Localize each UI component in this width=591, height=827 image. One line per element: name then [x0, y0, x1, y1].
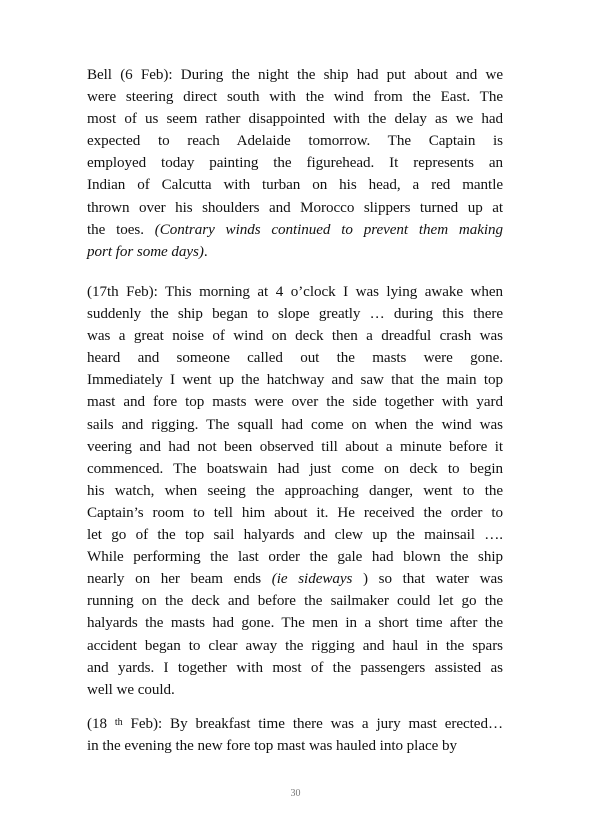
text-line — [87, 502, 503, 524]
text-run: and yards. I together with most of the passengers assisted as — [87, 659, 503, 676]
text-line — [87, 657, 503, 679]
text-run: veering and had not been observed till about a minute before it — [87, 438, 503, 455]
text-run: Feb): By breakfast time there was a jury mast erected… — [122, 716, 503, 732]
paragraph-18th-feb — [87, 713, 503, 757]
text-line — [87, 391, 503, 413]
text-run: ) so that water was — [352, 571, 503, 588]
text-run: commenced. The boatswain had just come on deck to begin — [87, 460, 503, 477]
text-run: were steering direct south with the wind from the East. The — [87, 89, 503, 106]
text-run: well we could. — [87, 681, 175, 698]
text-run: accident began to clear away the rigging and haul in the spars — [87, 637, 503, 654]
text-line — [87, 130, 503, 152]
text-line — [87, 480, 503, 502]
text-run: nearly on her beam ends — [87, 571, 272, 588]
text-run: was a great noise of wind on deck then a dreadful crash was — [87, 328, 503, 345]
text-line — [87, 64, 503, 86]
text-line — [87, 86, 503, 108]
superscript-text: th — [114, 717, 123, 728]
text-run: (17th Feb): This morning at 4 o’clock I was lying awake when — [87, 284, 503, 300]
text-line — [87, 735, 503, 757]
text-run: the toes. — [87, 221, 155, 238]
text-line — [87, 197, 503, 219]
italic-text-run: (ie sideways — [271, 571, 353, 588]
text-run: Indian of Calcutta with turban on his head, a red mantle — [87, 177, 503, 194]
text-line — [87, 590, 503, 612]
text-run: expected to reach Adelaide tomorrow. The Captain is — [87, 133, 503, 150]
text-line — [87, 325, 503, 347]
text-run: Captain’s room to tell him about it. He received the order to — [87, 504, 503, 521]
text-line — [87, 458, 503, 480]
text-run: (18 — [87, 716, 115, 732]
text-run: . — [203, 243, 208, 260]
text-run: heard and someone called out the masts were gone. — [87, 350, 503, 367]
page-number: 30 — [290, 788, 301, 799]
text-run: mast and fore top masts were over the side together with yard — [87, 394, 503, 411]
text-line — [87, 108, 503, 130]
text-line — [87, 546, 503, 568]
text-run: Immediately I went up the hatchway and saw that the main top — [87, 372, 503, 389]
text-line — [87, 414, 503, 436]
text-line — [87, 612, 503, 634]
text-line — [87, 152, 503, 174]
text-run: employed today painting the figurehead. It represents an — [87, 155, 503, 172]
text-line — [87, 241, 503, 263]
text-line — [87, 303, 503, 325]
italic-text-run: (Contrary winds continued to prevent them making — [154, 221, 504, 238]
text-line — [87, 347, 503, 369]
text-run: his watch, when seeing the approaching danger, went to the — [87, 482, 503, 499]
text-run: in the evening the new fore top mast was hauled into place by — [87, 738, 457, 755]
text-run: Bell (6 Feb): During the night the ship had put about and we — [87, 67, 503, 83]
text-line — [87, 369, 503, 391]
text-line — [87, 174, 503, 196]
text-line — [87, 635, 503, 657]
text-run: suddenly the ship began to slope greatly … during this there — [87, 306, 503, 323]
text-line — [87, 679, 503, 701]
text-line — [87, 713, 503, 735]
text-run: running on the deck and before the sailmaker could let go the — [87, 593, 503, 610]
text-line — [87, 219, 503, 241]
text-run: halyards the masts had gone. The men in a short time after the — [87, 615, 503, 632]
text-run: While performing the last order the gale had blown the ship — [87, 549, 503, 566]
text-line — [87, 281, 503, 303]
text-line — [87, 524, 503, 546]
text-line — [87, 436, 503, 458]
italic-text-run: port for some days) — [87, 243, 204, 260]
text-run: let go of the top sail halyards and clew up the mainsail …. — [87, 527, 503, 544]
paragraph-6-feb — [87, 64, 503, 263]
paragraph-17th-feb — [87, 281, 503, 701]
text-run: thrown over his shoulders and Morocco slippers turned up at — [87, 199, 503, 216]
text-run: most of us seem rather disappointed with the delay as we had — [87, 111, 503, 128]
text-run: sails and rigging. The squall had come on when the wind was — [87, 416, 503, 433]
text-line — [87, 568, 503, 590]
